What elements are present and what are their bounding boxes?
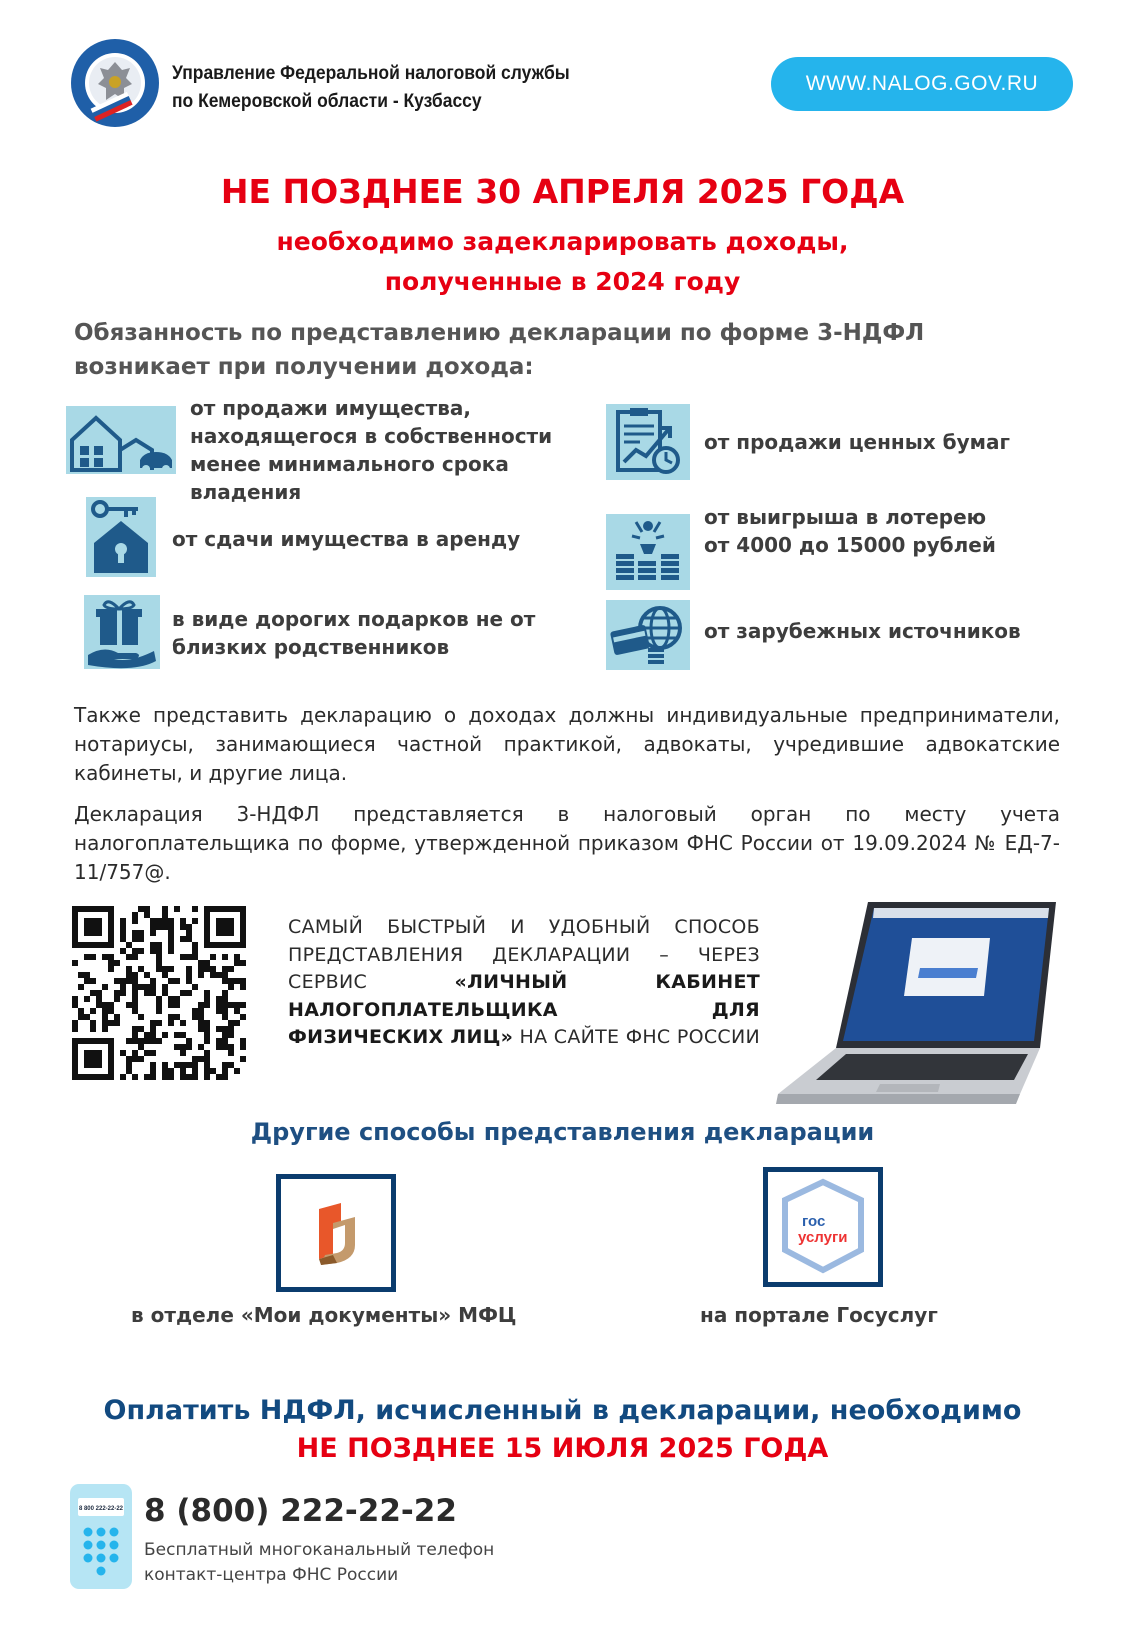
lottery-coins-icon [606,514,690,590]
svg-text:услуги: услуги [798,1229,848,1246]
other-methods-title: Другие способы представления декларации [250,1118,875,1146]
org-name [172,60,570,116]
gosuslugi-caption: на портале Госуслуг [700,1303,938,1327]
website-link-button[interactable]: WWW.NALOG.GOV.RU [771,57,1073,111]
lk-service-text: САМЫЙ БЫСТРЫЙ И УДОБНЫЙ СПОСОБ ПРЕДСТАВЛЕНИЯ ДЕКЛАРАЦИИ – ЧЕРЕЗ СЕРВИС «ЛИЧНЫЙ КАБИНЕТ НАЛОГОПЛАТЕЛЬЩИКА ДЛЯ ФИЗИЧЕСКИХ ЛИЦ» НА САЙТЕ ФНС РОССИИ [288,916,761,1048]
securities-chart-icon [606,404,690,480]
gift-hand-icon [84,595,160,669]
gosuslugi-logo[interactable] [763,1167,883,1287]
headline-line3: полученные в 2024 году [384,267,741,296]
payment-deadline: НЕ ПОЗДНЕЕ 15 ИЮЛЯ 2025 ГОДА [296,1433,829,1464]
foreign-globe-icon [606,600,690,670]
svg-text:гос: гос [802,1213,826,1230]
income-item-property-sale: от продажи имущества, находящегося в собственности менее минимального срока владения [190,396,553,504]
duty-line1: Обязанность по представлению декларации по форме 3-НДФЛ [74,320,925,346]
income-item-rent: от сдачи имущества в аренду [172,527,521,551]
qr-code[interactable] [70,906,252,1082]
deadline-headline: НЕ ПОЗДНЕЕ 30 АПРЕЛЯ 2025 ГОДА [220,172,905,211]
mfc-caption: в отделе «Мои документы» МФЦ [131,1303,517,1327]
form-paragraph: Декларация 3-НДФЛ представляется в налоговый орган по месту учета налогоплательщика по форме, утвержденной приказом ФНС России от 19.09.2024 № ЕД-7-11/757@. [74,802,1060,884]
phone-number[interactable]: 8 (800) 222-22-22 [144,1493,457,1529]
mfc-logo[interactable] [276,1174,396,1292]
key-house-icon [86,497,156,577]
duty-line2: возникает при получении дохода: [74,354,534,380]
fns-emblem [70,38,160,128]
org-name-line2: по Кемеровской области - Кузбассу [172,91,482,112]
phone-description: Бесплатный многоканальный телефон контакт-центра ФНС России [144,1540,495,1585]
headline-subtitle [0,222,1125,302]
svg-text:8 800 222-22-22: 8 800 222-22-22 [78,1506,124,1512]
income-item-securities: от продажи ценных бумаг [704,430,1010,454]
also-paragraph: Также представить декларацию о доходах должны индивидуальные предприниматели, нотариусы, занимающиеся частной практикой, адвокаты, учредившие адвокатские кабинеты, и другие лица. [74,703,1060,785]
phone-icon [70,1484,132,1589]
duty-heading [74,316,1064,384]
payment-text: Оплатить НДФЛ, исчисленный в декларации, необходимо [103,1395,1022,1426]
house-car-icon [66,406,176,474]
lk-service-name: «ЛИЧНЫЙ КАБИНЕТ НАЛОГОПЛАТЕЛЬЩИКА ДЛЯ ФИЗИЧЕСКИХ ЛИЦ» [288,971,760,1048]
income-item-gifts: в виде дорогих подарков не от близких родственников [172,607,536,659]
laptop-image [770,898,1060,1108]
org-name-line1: Управление Федеральной налоговой службы [172,63,570,84]
headline-line2: необходимо задекларировать доходы, [276,227,849,256]
income-item-lottery: от выигрыша в лотерею от 4000 до 15000 рублей [704,505,996,557]
income-item-foreign: от зарубежных источников [704,619,1021,643]
